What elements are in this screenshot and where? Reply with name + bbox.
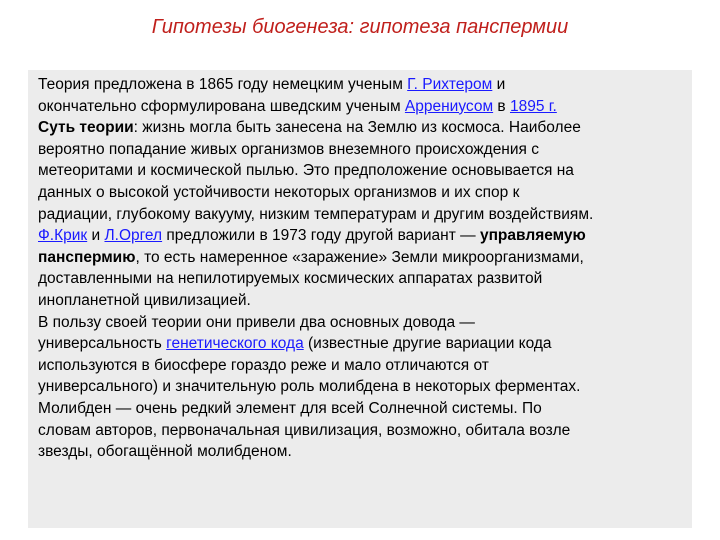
bold-term: Суть теории (38, 119, 134, 137)
text-span: , то есть намеренное «заражение» Земли микроорганизмами, (135, 248, 584, 266)
link-arrhenius[interactable]: Аррениусом (404, 97, 494, 115)
text-line (38, 333, 698, 355)
link-orgel[interactable]: Л.Оргел (104, 227, 163, 245)
text-line: звезды, обогащённой молибденом. (38, 443, 292, 461)
text-span: (известные другие вариации кода (303, 335, 552, 353)
text-line: инопланетной цивилизацией. (38, 291, 251, 309)
text-span: универсальность (38, 335, 167, 353)
text-span: окончательно сформулирована шведским ученым (38, 97, 405, 115)
text-line (38, 117, 698, 139)
text-line: В пользу своей теории они привели два основных довода — (38, 313, 475, 331)
text-span: и (492, 76, 506, 93)
body-text (38, 74, 698, 463)
text-span: предложили в 1973 году другой вариант — (162, 227, 480, 245)
text-span: в (493, 97, 510, 115)
text-line: вероятно попадание живых организмов внеземного происхождения с (38, 140, 539, 158)
text-line: универсального) и значительную роль молибдена в некоторых ферментах. (38, 378, 581, 396)
text-line: данных о высокой устойчивости некоторых организмов и их спор к (38, 183, 520, 201)
link-year-1895[interactable]: 1895 г. (509, 97, 557, 115)
text-span: Теория предложена в 1865 году немецким ученым (38, 76, 408, 93)
text-line (38, 247, 698, 269)
text-line: метеоритами и космической пылью. Это предположение основывается на (38, 162, 574, 180)
text-line: доставленными на непилотируемых космических аппаратах развитой (38, 270, 543, 288)
text-span: : жизнь могла быть занесена на Землю из космоса. Наиболее (133, 119, 581, 137)
text-line: радиации, глубокому вакууму, низким температурам и другим воздействиям. (38, 205, 594, 223)
text-line: Молибден — очень редкий элемент для всей Солнечной системы. По (38, 399, 542, 417)
link-richter[interactable]: Г. Рихтером (407, 76, 493, 93)
bold-term: панспермию (38, 248, 136, 266)
text-line: используются в биосфере гораздо реже и мало отличаются от (38, 356, 489, 374)
link-crick[interactable]: Ф.Крик (38, 227, 88, 245)
text-line: словам авторов, первоначальная цивилизация, возможно, обитала возле (38, 421, 571, 439)
bold-term: управляемую (479, 227, 586, 245)
text-line (38, 74, 698, 96)
text-span: и (87, 227, 105, 245)
slide-title: Гипотезы биогенеза: гипотеза панспермии (151, 16, 569, 38)
text-line (38, 96, 698, 118)
link-genetic-code[interactable]: генетического кода (166, 335, 304, 353)
text-line (38, 225, 698, 247)
